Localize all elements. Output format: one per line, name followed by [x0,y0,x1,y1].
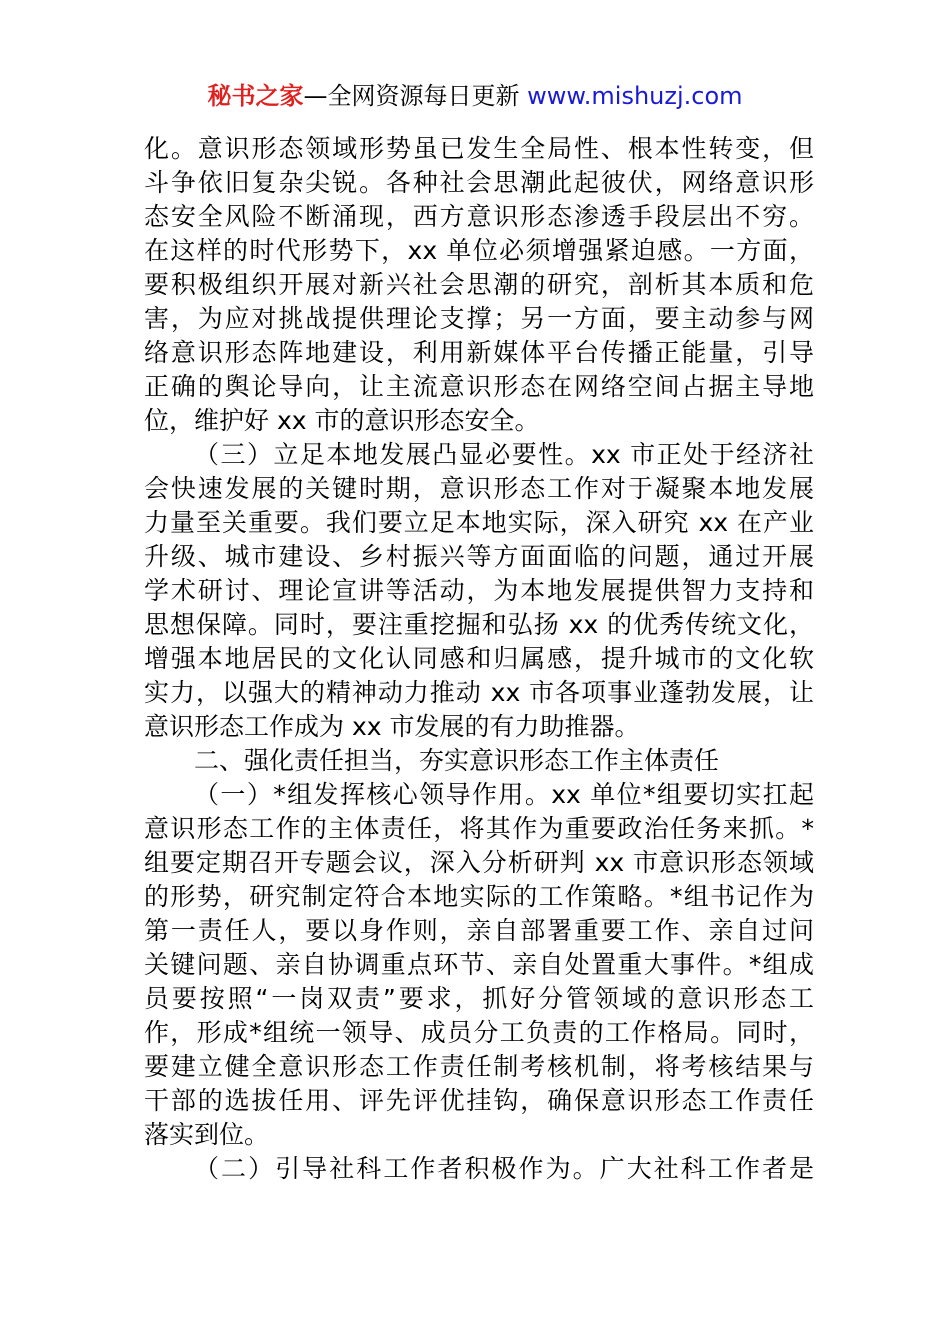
text-line: 化。意识形态领域形势虽已发生全局性、根本性转变，但 [144,134,814,163]
text-line: 的形势，研究制定符合本地实际的工作策略。*组书记作为 [144,882,814,911]
text-line: 关键问题、亲自协调重点环节、亲自处置重大事件。*组成 [144,950,814,979]
text-line: 要积极组织开展对新兴社会思潮的研究，剖析其本质和危 [144,270,814,299]
text-line: 干部的选拔任用、评先评优挂钩，确保意识形态工作责任 [144,1086,814,1115]
text-line: 组要定期召开专题会议，深入分析研判 xx 市意识形态领域 [144,848,814,877]
text-line: 要建立健全意识形态工作责任制考核机制，将考核结果与 [144,1052,814,1081]
section-heading: 二、强化责任担当，夯实意识形态工作主体责任 [194,746,720,775]
site-url-link[interactable]: www.mishuzj.com [527,82,743,110]
text-line: 升级、城市建设、乡村振兴等方面面临的问题，通过开展 [144,542,814,571]
text-line: 员要按照“一岗双责”要求，抓好分管领域的意识形态工 [144,984,814,1013]
text-line: 意识形态工作的主体责任，将其作为重要政治任务来抓。* [144,814,814,843]
text-line: 落实到位。 [144,1120,270,1149]
page-header [0,80,950,112]
site-tagline: —全网资源每日更新 [303,82,528,110]
text-line: 意识形态工作成为 xx 市发展的有力助推器。 [144,712,640,741]
text-line: 正确的舆论导向，让主流意识形态在网络空间占据主导地 [144,372,814,401]
text-line: 思想保障。同时，要注重挖掘和弘扬 xx 的优秀传统文化， [144,610,814,639]
text-line: 在这样的时代形势下，xx 单位必须增强紧迫感。一方面， [144,236,814,265]
text-line: 作，形成*组统一领导、成员分工负责的工作格局。同时， [144,1018,814,1047]
document-body [144,132,814,1186]
text-line: （二）引导社科工作者积极作为。广大社科工作者是 [194,1154,814,1183]
text-line: 学术研讨、理论宣讲等活动，为本地发展提供智力支持和 [144,576,814,605]
text-line: 第一责任人，要以身作则，亲自部署重要工作、亲自过问 [144,916,814,945]
text-line: 态安全风险不断涌现，西方意识形态渗透手段层出不穷。 [144,202,814,231]
text-line: 力量至关重要。我们要立足本地实际，深入研究 xx 在产业 [144,508,814,537]
text-line: 位，维护好 xx 市的意识形态安全。 [144,406,540,435]
text-line: （一）*组发挥核心领导作用。xx 单位*组要切实扛起 [194,780,814,809]
site-name: 秘书之家 [207,82,304,110]
text-line: 络意识形态阵地建设，利用新媒体平台传播正能量，引导 [144,338,814,367]
text-line: 斗争依旧复杂尖锐。各种社会思潮此起彼伏，网络意识形 [144,168,814,197]
text-line: 实力，以强大的精神动力推动 xx 市各项事业蓬勃发展，让 [144,678,814,707]
text-line: 会快速发展的关键时期，意识形态工作对于凝聚本地发展 [144,474,814,503]
text-line: 增强本地居民的文化认同感和归属感，提升城市的文化软 [144,644,814,673]
text-line: （三）立足本地发展凸显必要性。xx 市正处于经济社 [194,440,814,469]
text-line: 害，为应对挑战提供理论支撑；另一方面，要主动参与网 [144,304,814,333]
